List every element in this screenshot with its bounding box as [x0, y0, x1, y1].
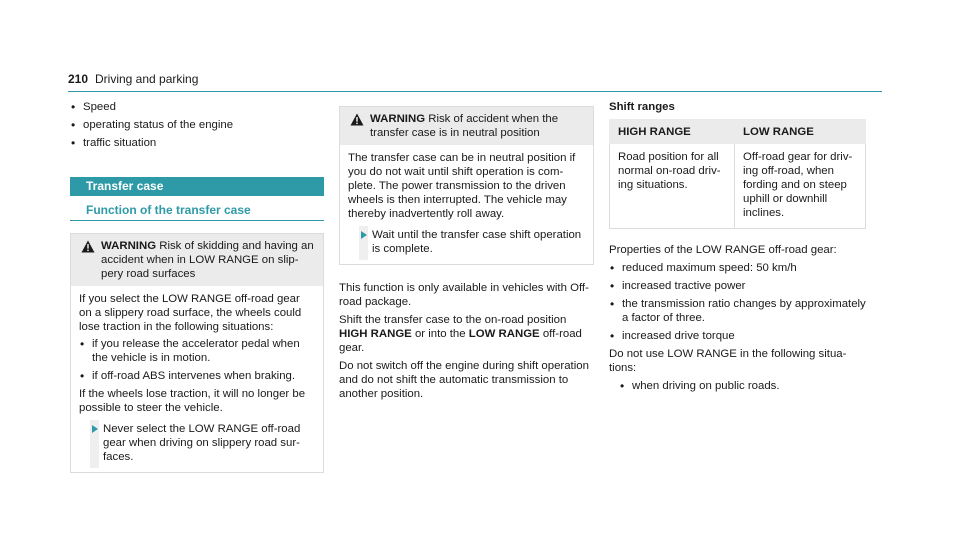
- list-item: • when driving on public roads.: [619, 379, 866, 393]
- warning-word: WARNING: [370, 113, 426, 125]
- list-item: • increased drive torque: [609, 329, 866, 343]
- action-step: [348, 228, 585, 256]
- table-header-row: [610, 120, 866, 144]
- warning-header: [71, 234, 323, 286]
- warning-text: The transfer case can be in neutral position if you do not wait until shift operation is complete. The power transmission to the driven wheels is then interrupted. The vehicle may thereby inadvertently roll away.: [348, 152, 576, 220]
- list-item: • the transmission ratio changes by approximately a factor of three.: [609, 297, 866, 325]
- warning-triangle-icon: [350, 113, 364, 126]
- warning-word: WARNING: [101, 240, 157, 252]
- paragraph: Do not switch off the engine during shift operation and do not shift the automatic transmission to another position.: [339, 360, 589, 400]
- warning-list: [79, 337, 315, 383]
- text-run: off-road gear.: [339, 328, 582, 354]
- paragraph: Properties of the LOW RANGE off-road gear:: [609, 244, 837, 256]
- section-heading: Transfer case: [70, 177, 324, 196]
- list-item: • traffic situation: [70, 136, 324, 150]
- table-cell: Road position for all normal on-road driving situations.: [610, 144, 735, 229]
- column-header: LOW RANGE: [735, 120, 866, 144]
- column-left: [70, 100, 324, 473]
- warning-text: If you select the LOW RANGE off-road gear on a slippery road surface, the wheels could lose traction in the following situations:: [79, 293, 302, 333]
- warning-box: [70, 233, 324, 473]
- warning-body: [340, 145, 593, 264]
- page-header: [68, 72, 882, 90]
- action-arrow-icon: [92, 425, 98, 433]
- warning-triangle-icon: [81, 240, 95, 253]
- factor-list: [70, 100, 324, 150]
- list-item: • Speed: [70, 100, 324, 114]
- header-rule: [68, 91, 882, 92]
- text-run: or into the: [411, 328, 469, 340]
- list-item: • if off-road ABS intervenes when braking.: [79, 369, 315, 383]
- list-item: • if you release the accelerator pedal when the vehicle is in motion.: [79, 337, 315, 365]
- text-run: Shift the transfer case to the on-road position: [339, 314, 567, 326]
- warning-header: [340, 107, 593, 145]
- table-cell: Off-road gear for driving off-road, when fording and on steep uphill or downhill inclines.: [735, 144, 866, 229]
- list-item: • increased tractive power: [609, 279, 866, 293]
- column-middle: [339, 100, 594, 405]
- warning-headline: Risk of accident when the transfer case is in neutral position: [370, 113, 559, 139]
- warning-text: If the wheels lose traction, it will no longer be possible to steer the vehicle.: [79, 388, 306, 414]
- action-text: Never select the LOW RANGE off-road gear when driving on slippery road surfaces.: [103, 423, 301, 463]
- list-item: • operating status of the engine: [70, 118, 324, 132]
- shift-ranges-table: [609, 119, 866, 229]
- warning-box: [339, 106, 594, 265]
- action-arrow-icon: [361, 231, 367, 239]
- range-label: HIGH RANGE: [339, 328, 412, 340]
- range-label: LOW RANGE: [468, 328, 540, 340]
- paragraph: This function is only available in vehicles with Off-road package.: [339, 282, 589, 308]
- list-item: • reduced maximum speed: 50 km/h: [609, 261, 866, 275]
- subsection-heading: Function of the transfer case: [86, 203, 251, 217]
- action-step: [79, 422, 315, 464]
- paragraph: Do not use LOW RANGE in the following situations:: [609, 348, 847, 374]
- warning-body: [71, 286, 323, 472]
- page-number: 210: [68, 72, 89, 86]
- properties-list: [609, 261, 866, 343]
- paragraph: [339, 313, 594, 355]
- action-text: Wait until the transfer case shift operation is complete.: [372, 229, 582, 255]
- column-right: [609, 100, 866, 397]
- table-title: Shift ranges: [609, 101, 675, 113]
- chapter-title: Driving and parking: [95, 72, 199, 86]
- column-header: HIGH RANGE: [610, 120, 735, 144]
- table-row: [610, 144, 866, 229]
- situations-list: [619, 379, 866, 393]
- warning-headline: Risk of skidding and having an accident when in LOW RANGE on slippery road surfaces: [101, 240, 314, 280]
